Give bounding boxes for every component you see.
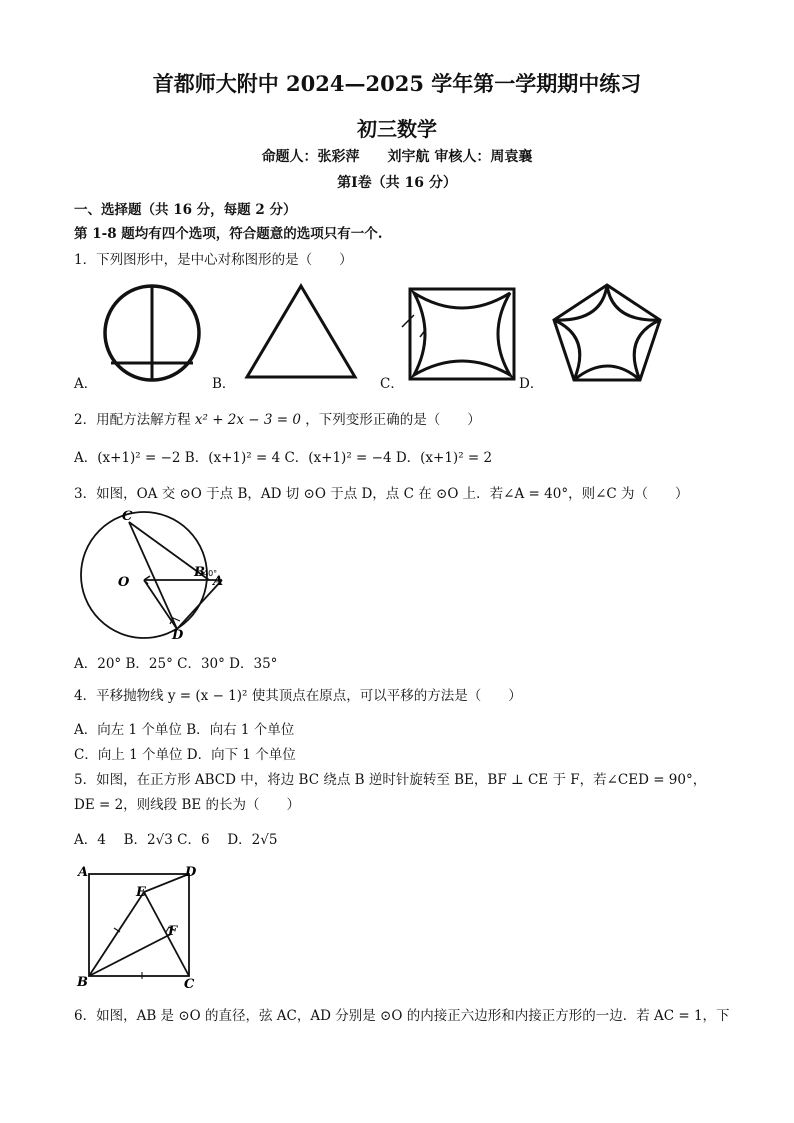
q3-label-o: O: [118, 575, 130, 590]
exam-subtitle: 初三数学: [357, 117, 437, 141]
q1-option-a-label: A．: [74, 376, 98, 392]
q1-option-d-label: D．: [519, 376, 544, 392]
volume-heading: 第Ⅰ卷（共 16 分）: [337, 175, 457, 191]
exam-title: 首都师大附中 2024—2025 学年第一学期期中练习: [152, 71, 642, 96]
q2-equation: x² + 2x − 3 = 0: [194, 412, 301, 428]
q3-figure: [74, 506, 234, 641]
q6-stem: 6．如图，AB 是 ⊙O 的直径，弦 AC，AD 分别是 ⊙O 的内接正六边形和内接正方形的一边．若 AC = 1，下: [74, 1008, 730, 1024]
q5-stem-line1: 5．如图，在正方形 ABCD 中，将边 BC 绕点 B 逆时针旋转至 BE，BF ⊥ CE 于 F，若∠CED = 90°，: [74, 772, 707, 788]
q1-figure-b: [244, 283, 358, 381]
q3-label-b: B: [194, 565, 205, 580]
q3-label-a: A: [213, 574, 224, 589]
q4-options-row1: A．向左 1 个单位 B．向右 1 个单位: [74, 722, 295, 738]
q3-options: A．20° B．25° C．30° D．35°: [74, 656, 278, 672]
q5-label-c: C: [184, 977, 195, 992]
q5-label-e: E: [136, 885, 146, 900]
section-heading: 一、选择题（共 16 分，每题 2 分）: [74, 202, 297, 218]
q5-label-f: F: [168, 924, 178, 939]
q1-figure-a: [96, 284, 208, 384]
q5-label-a: A: [78, 865, 89, 880]
q5-label-b: B: [77, 975, 88, 990]
q1-figure-c: [400, 285, 518, 383]
exam-authors: 命题人：张彩萍 刘宇航 审核人：周袁襄: [261, 149, 533, 165]
q1-figure-d: [550, 282, 664, 384]
q2-stem-prefix: 2．用配方法解方程: [74, 412, 191, 428]
q5-label-d: D: [185, 865, 197, 880]
q1-option-b-label: B．: [212, 376, 236, 392]
q2-stem-suffix: ，下列变形正确的是（ ）: [305, 412, 481, 428]
q3-label-d: D: [172, 628, 184, 643]
q5-options: A．4 B．2√3 C．6 D．2√5: [74, 832, 278, 848]
q5-stem-line2: DE = 2，则线段 BE 的长为（ ）: [74, 797, 301, 813]
q1-stem: 1．下列图形中，是中心对称图形的是（ ）: [74, 252, 353, 268]
q1-option-c-label: C．: [380, 376, 404, 392]
q3-angle-label: 40°: [203, 569, 218, 578]
q4-options-row2: C．向上 1 个单位 D．向下 1 个单位: [74, 747, 296, 763]
q2-options: A．(x+1)² = −2 B．(x+1)² = 4 C．(x+1)² = −4 D．(x+1)² = 2: [74, 450, 493, 466]
q5-figure: [74, 862, 204, 992]
q3-stem: 3．如图，OA 交 ⊙O 于点 B，AD 切 ⊙O 于点 D，点 C 在 ⊙O 上．若∠A = 40°，则∠C 为（ ）: [74, 486, 689, 502]
q4-stem: 4．平移抛物线 y = (x − 1)² 使其顶点在原点，可以平移的方法是（ ）: [74, 688, 522, 704]
section-note: 第 1-8 题均有四个选项，符合题意的选项只有一个.: [74, 226, 383, 242]
q3-label-c: C: [122, 509, 133, 524]
q2-stem: [74, 408, 481, 428]
